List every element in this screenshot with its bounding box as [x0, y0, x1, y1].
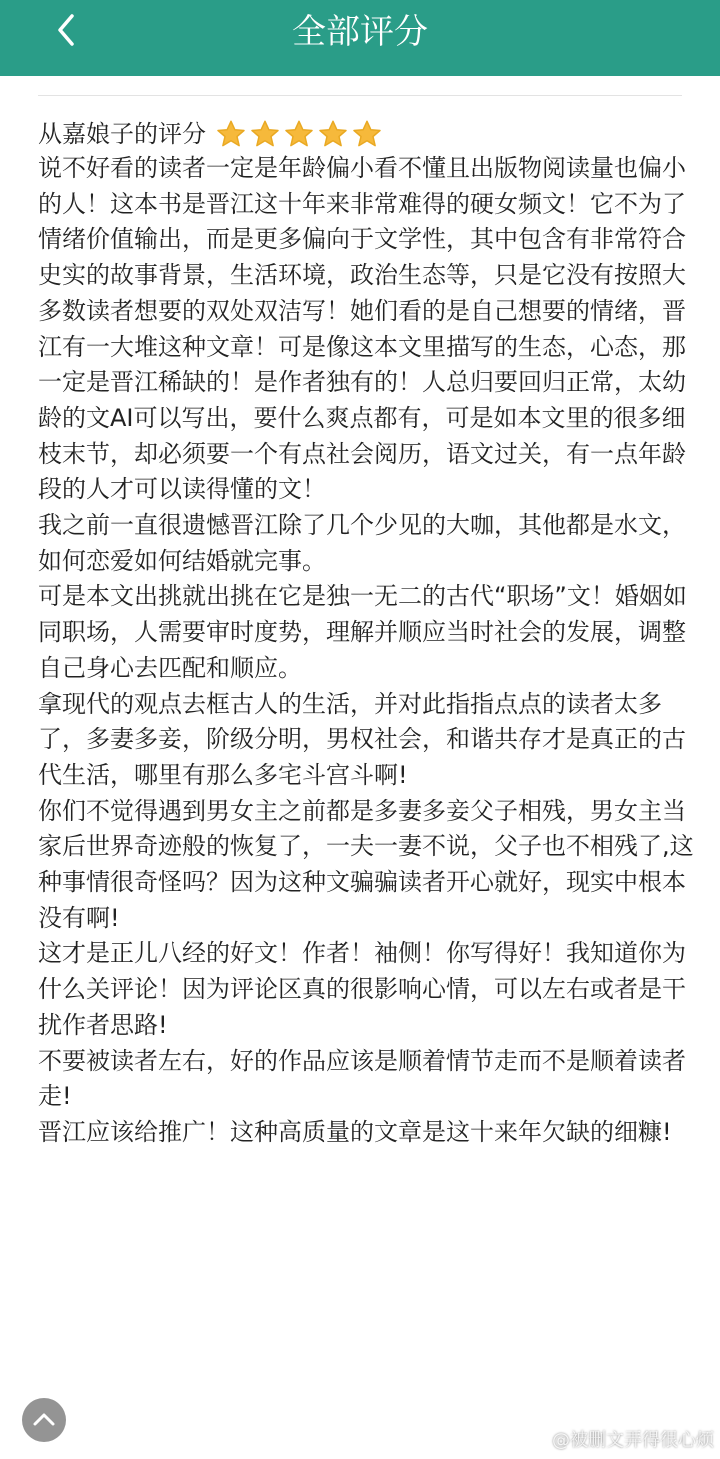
chevron-up-icon	[22, 1398, 66, 1442]
star-icon	[318, 119, 348, 149]
watermark: @被删文弄得很心烦	[552, 1430, 714, 1451]
star-rating	[216, 119, 386, 149]
star-icon	[250, 119, 280, 149]
review-header	[38, 114, 386, 154]
page-title: 全部评分	[292, 12, 428, 52]
top-app-bar	[0, 0, 720, 76]
star-icon	[284, 119, 314, 149]
divider	[38, 95, 682, 96]
reviewer-name: 从嘉娘子的评分	[38, 120, 206, 148]
scroll-to-top-button[interactable]	[22, 1398, 66, 1442]
review-text: 说不好看的读者一定是年龄偏小看不懂且出版物阅读量也偏小的人！这本书是晋江这十年来非常难得的硬女频文！它不为了情绪价值输出，而是更多偏向于文学性，其中包含有非常符合史实的故事背景，生活环境，政治生态等，只是它没有按照大多数读者想要的双处双洁写！她们看的是自己想要的情绪，晋江有一大堆这种文章！可是像这本文里描写的生态，心态，那一定是晋江稀缺的！是作者独有的！人总归要回归正常，太幼龄的文AI可以写出，要什么爽点都有，可是如本文里的很多细枝末节，却必须要一个有点社会阅历，语文过关，有一点年龄段的人才可以读得懂的文！ 我之前一直很遗憾晋江除了几个少见的大咖，其他都是水文，如何恋爱如何结婚就完事。 可是本文出挑就出挑在它是独一无二的古代“职场”文！婚姻如同职场，人需要审时度势，理解并顺应当时社会的发展，调整自己身心去匹配和顺应。 拿现代的观点去框古人的生活，并对此指指点点的读者太多了，多妻多妾，阶级分明，男权社会，和谐共存才是真正的古代生活，哪里有那么多宅斗宫斗啊! 你们不觉得遇到男女主之前都是多妻多妾父子相残，男女主当家后世界奇迹般的恢复了，一夫一妻不说，父子也不相残了,这种事情很奇怪吗？因为这种文骗骗读者开心就好，现实中根本没有啊! 这才是正儿八经的好文！作者！袖侧！你写得好！我知道你为什么关评论！因为评论区真的很影响心情，可以左右或者是干扰作者思路! 不要被读者左右，好的作品应该是顺着情节走而不是顺着读者走! 晋江应该给推广！这种高质量的文章是这十来年欠缺的细糠!	[38, 154, 694, 1146]
star-icon	[352, 119, 382, 149]
star-icon	[216, 119, 246, 149]
